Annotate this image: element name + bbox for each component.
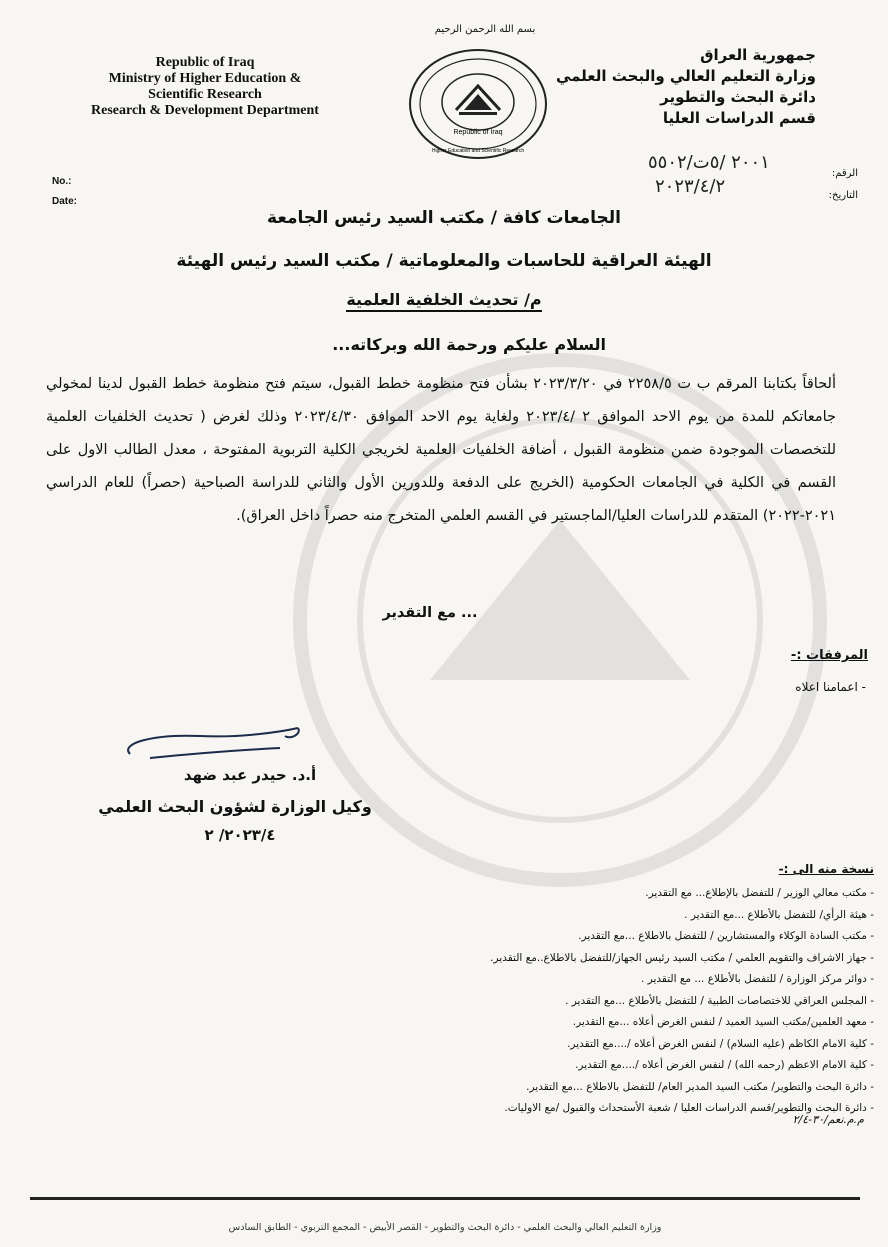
signatory-title: وكيل الوزارة لشؤون البحث العلمي	[98, 797, 372, 816]
date-label-ar: التاريخ:	[828, 190, 858, 201]
cc-item: - دوائر مركز الوزارة / للتفضل بالأطلاع ... مع التقدير .	[641, 973, 874, 985]
date-label-en: Date:	[52, 196, 78, 207]
cc-item: - هيئة الرأي/ للتفضل بالأطلاع ...مع التقدير .	[684, 908, 874, 921]
letterhead-ar-line: قسم الدراسات العليا	[662, 109, 816, 127]
footer-address: وزارة التعليم العالي والبحث العلمي - دائرة البحث والتطوير - القصر الأبيض - المجمع التربوي - الطابق السادس	[228, 1222, 662, 1233]
letterhead-en-line: Republic of Iraq	[155, 55, 255, 70]
cc-item: - دائرة البحث والتطوير/قسم الدراسات العليا / شعبة الأستحداث والقبول /مع الاوليات.	[504, 1102, 874, 1114]
cc-list	[354, 883, 874, 1120]
cc-item: - دائرة البحث والتطوير/ مكتب السيد المدير العام/ للتفضل بالاطلاع ...مع التقدير.	[526, 1080, 874, 1093]
basmala: بسم الله الرحمن الرحيم	[434, 24, 536, 35]
letter-body: ألحاقاً بكتابنا المرقم ب ت ٢٢٥٨/٥ في ٢٠٢٣/٣/٢٠ بشأن فتح منظومة خطط القبول، سيتم فتح منظومة خطط القبول لدينا لمخولي جامعاتكم للمدة من يوم الاحد الموافق ٢ /٢٠٢٣/٤ ولغاية يوم الاحد الموافق ٢٠٢٣/٤/٣٠ وذلك لغرض ( تحديث الخلفيات العلمية للتخصصات الموجودة ضمن منظومة القبول ، أضافة الخلفيات العلمية لخريجي الكلية التربوية المفتوحة ، معدل الطالب الاول على القسم في الكلية في الجامعات الحكومية (الخريج على الدفعة وللدورين الأول والثاني للدراسة الصباحية (حصراً) للعام الدراسي ٢٠٢١-٢٠٢٢) المتقدم للدراسات العليا/الماجستير في القسم العلمي المتخرج منه حصراً داخل العراق).	[46, 376, 836, 524]
cc-item: - كلية الامام الكاظم (عليه السلام) / لنفس الغرض أعلاه /....مع التقدير.	[567, 1037, 874, 1050]
cc-item: - كلية الامام الاعظم (رحمه الله) / لنفس الغرض أعلاه /....مع التقدير.	[575, 1059, 874, 1071]
closing: ... مع التقدير	[382, 605, 478, 621]
no-label-en: No.:	[52, 176, 72, 187]
cc-item: - معهد العلمين/مكتب السيد العميد / لنفس الغرض أعلاه ...مع التقدير.	[572, 1016, 874, 1028]
subject-line	[0, 290, 888, 309]
reference-note: م.م.نعم/٣٠-٢/٤	[792, 1113, 864, 1126]
signatory-name: أ.د. حيدر عبد ضهد	[183, 766, 317, 784]
cc-label: نسخة منه الى :-	[778, 862, 874, 876]
cc-item: - جهاز الاشراف والتقويم العلمي / مكتب السيد رئيس الجهاز/للتفضل بالاطلاع..مع التقدير.	[490, 951, 874, 964]
letterhead-ar-line: جمهورية العراق	[700, 46, 816, 64]
no-label-ar: الرقم:	[831, 168, 858, 179]
english-letterhead	[55, 55, 355, 119]
signature-date: ٢٠٢٣/٤/ ٢	[204, 826, 276, 844]
attachment-item: - اعمامنا اعلاه	[795, 680, 866, 694]
cc-item: - مكتب معالي الوزير / للتفضل بالإطلاع... مع التقدير.	[645, 887, 874, 899]
cc-item: - المجلس العراقي للاختصاصات الطبية / للتفضل بالأطلاع ...مع التقدير .	[565, 994, 874, 1007]
cc-item: - مكتب السادة الوكلاء والمستشارين / للتفضل بالاطلاع ...مع التقدير.	[578, 930, 874, 942]
subject-text: م/ تحديث الخلفية العلمية	[346, 290, 541, 312]
letterhead-en-line: Research & Development Department	[91, 103, 319, 118]
handwritten-signature	[110, 724, 310, 768]
letterhead-en-line: Scientific Research	[148, 87, 262, 102]
footer-divider	[30, 1197, 860, 1200]
attachments-label: المرفقات :-	[790, 648, 868, 663]
seal-text-bottom: Higher Education and Scientific Research	[431, 148, 525, 154]
seal-text-top: Republic of Iraq	[453, 129, 503, 136]
arabic-letterhead	[526, 45, 816, 129]
addressee-line: الجامعات كافة / مكتب السيد رئيس الجامعة	[267, 208, 621, 228]
letterhead-ar-line: وزارة التعليم العالي والبحث العلمي	[555, 67, 816, 85]
letterhead-en-line: Ministry of Higher Education &	[108, 71, 302, 86]
addressee-line: الهيئة العراقية للحاسبات والمعلوماتية / مكتب السيد رئيس الهيئة	[176, 251, 712, 271]
greeting: السلام عليكم ورحمة الله وبركاته...	[332, 335, 606, 354]
letterhead-ar-line: دائرة البحث والتطوير	[660, 88, 816, 106]
document-number: ٢٠٠١ /٥ت/٥٥٠٢	[648, 152, 770, 173]
document-date: ٢٠٢٣/٤/٢	[655, 176, 726, 197]
